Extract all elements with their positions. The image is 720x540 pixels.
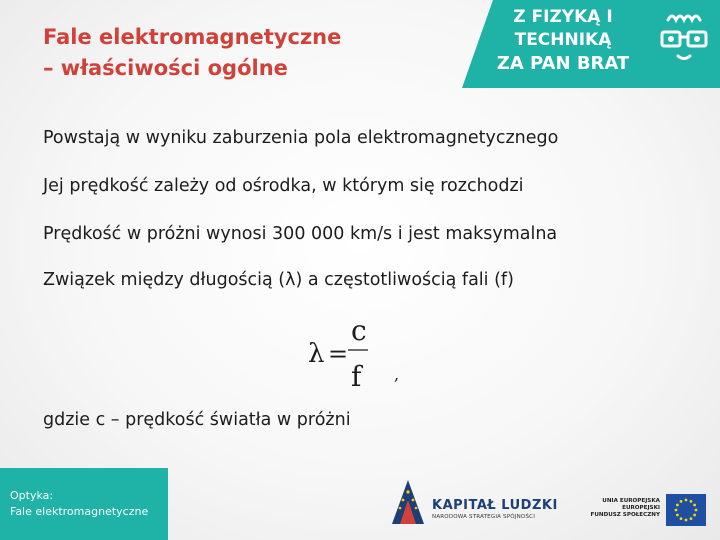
eu-logo-text xyxy=(590,498,660,519)
kapital-ludzki-logo-icon xyxy=(388,478,428,528)
section-label xyxy=(10,488,148,520)
eu-flag-icon xyxy=(666,494,706,526)
formula-comma: , xyxy=(394,365,400,384)
section-label-box xyxy=(0,468,168,540)
section-label-line-1: Optyka: xyxy=(10,489,54,502)
wavelength-formula xyxy=(300,312,410,394)
kapital-ludzki-logo xyxy=(432,498,558,521)
banner-line-2: ZA PAN BRAT xyxy=(496,53,630,74)
content-line-1: Powstają w wyniku zaburzenia pola elektromagnetycznego xyxy=(43,128,559,148)
eu-line-2: EUROPEJSKI xyxy=(622,505,660,511)
eu-line-1: UNIA EUROPEJSKA xyxy=(602,498,660,504)
formula-denominator: f xyxy=(351,360,362,393)
eu-line-3: FUNDUSZ SPOŁECZNY xyxy=(590,512,660,518)
banner-line-1: Z FIZYKĄ I TECHNIKĄ xyxy=(513,7,613,50)
page-title xyxy=(43,22,423,84)
banner-text xyxy=(478,6,648,75)
section-label-line-2: Fale elektromagnetyczne xyxy=(10,505,149,518)
kl-name: KAPITAŁ LUDZKI xyxy=(432,498,558,513)
formula-lhs: λ xyxy=(308,339,325,369)
title-line-1: Fale elektromagnetyczne xyxy=(43,25,342,49)
content-line-4: Związek między długością (λ) a częstotliwością fali (f) xyxy=(43,270,514,290)
formula-equals: = xyxy=(328,340,349,368)
content-line-2: Jej prędkość zależy od ośrodka, w którym się rozchodzi xyxy=(43,176,524,196)
mascot-glasses-icon xyxy=(658,8,710,66)
kl-subtitle: NARODOWA STRATEGIA SPÓJNOŚCI xyxy=(432,514,536,520)
formula-note: gdzie c – prędkość światła w próżni xyxy=(43,410,351,430)
content-line-3: Prędkość w próżni wynosi 300 000 km/s i jest maksymalna xyxy=(43,224,558,244)
formula-numerator: c xyxy=(351,314,367,347)
title-line-2: – właściwości ogólne xyxy=(43,56,288,80)
